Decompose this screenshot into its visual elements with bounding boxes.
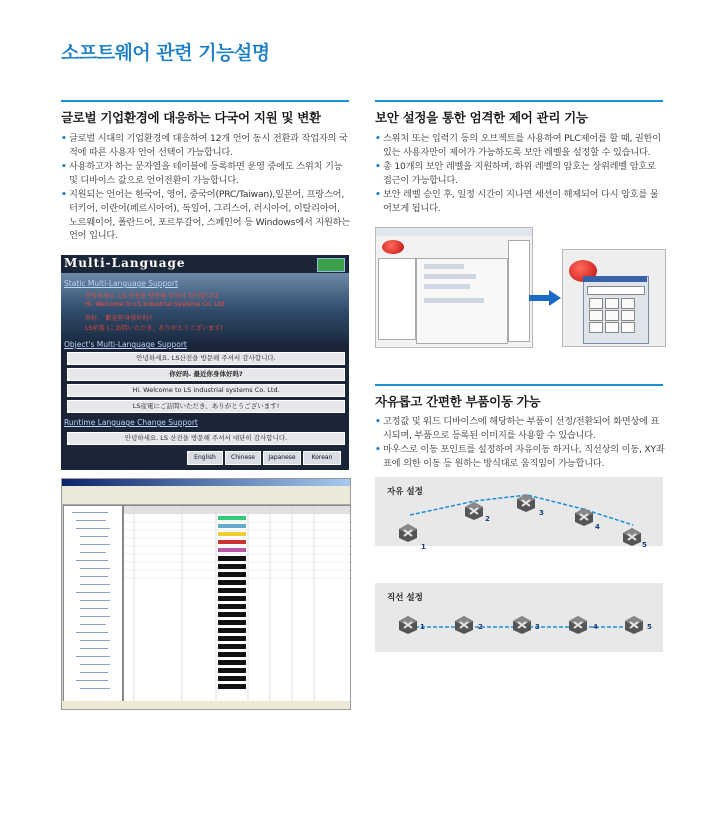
section-divider	[61, 100, 349, 102]
part-box-icon	[397, 615, 419, 635]
bullet-item: • 스위치 또는 입력기 등의 오브젝트를 사용하여 PLC제어를 할 때, 권한이 있는 사용자만이 제어가 가능하도록 보안 레벨을 설정할 수 있습니다.	[375, 132, 667, 159]
part-box-icon	[573, 507, 595, 527]
security-settings-screenshot	[375, 227, 533, 348]
static-support-link: Static Multi-Language Support	[64, 279, 178, 288]
password-keypad-screenshot	[562, 249, 666, 347]
bullet-item: • 보안 레벨 승인 후, 일정 시간이 지나면 세션이 해제되어 다시 암호를 물어보게 됩니다.	[375, 188, 667, 215]
point-number: 4	[593, 623, 598, 631]
part-box-icon	[511, 615, 533, 635]
multilang-screenshot	[61, 255, 349, 470]
point-number: 1	[421, 543, 426, 551]
bullet-item: • 지원되는 언어는 한국어, 영어, 중국어(PRC/Taiwan),일본어, 프랑스어, 터키어, 이란어(페르시아어), 독일어, 그리스어, 러시아어, 이탈리아어, 노르웨이어, 폴란드어, 포르투갈어, 스페인어 등 Windows에서 지원하는 언어 입니다.	[61, 188, 351, 242]
runtime-text-box: 안녕하세요. LS 산전을 방문해 주셔서 대단히 감사합니다.	[67, 432, 345, 445]
korean-button[interactable]: Korean	[303, 451, 341, 465]
security-bullets	[375, 132, 667, 217]
grid-lines	[124, 506, 350, 702]
multilang-bullets	[61, 132, 351, 244]
red-text-line: Hi. Welcome to LS Industrial Systems Co. Ltd	[85, 301, 225, 308]
project-tree	[63, 505, 123, 703]
point-number: 2	[478, 623, 483, 631]
red-text-line: 안녕하세요. LS 산전을 방문해 주셔서 감사합니다.	[85, 293, 220, 300]
language-text-box: 안녕하세요. LS산전을 방문해 주셔서 감사합니다.	[67, 352, 345, 365]
movement-bullets	[375, 415, 667, 471]
chinese-button[interactable]: Chinese	[225, 451, 261, 465]
flag-icon	[317, 258, 345, 272]
builder-screenshot	[61, 478, 351, 710]
bullet-item: • 마우스로 이동 포인트를 설정하여 자유이동 하거나, 직선상의 이동, XY좌표에 의한 이동 등 원하는 방식대로 움직임이 가능합니다.	[375, 443, 667, 470]
window-titlebar	[62, 479, 350, 486]
movement-heading: 자유롭고 간편한 부품이동 가능	[375, 394, 541, 409]
object-support-link: Object's Multi-Language Support	[64, 340, 187, 349]
status-bar	[62, 701, 350, 709]
point-number: 2	[485, 515, 490, 523]
language-text-box: Hi. Welcome to LS industrial systems Co. Ltd.	[67, 384, 345, 397]
multilang-title: Multi-Language	[64, 256, 186, 270]
english-button[interactable]: English	[187, 451, 223, 465]
free-movement-panel	[375, 477, 663, 551]
red-button-icon	[382, 240, 404, 254]
point-number: 3	[535, 623, 540, 631]
bullet-item: • 총 10개의 보안 레벨을 지원하며, 하위 레벨의 암호는 상위레벨 암호로 접근이 가능합니다.	[375, 160, 667, 187]
language-text-box: 你好吗. 最近你身体好吗?	[67, 368, 345, 381]
runtime-support-link: Runtime Language Change Support	[64, 418, 198, 427]
arrow-right-icon	[529, 290, 561, 306]
part-box-icon	[621, 527, 643, 547]
section-divider	[375, 100, 663, 102]
security-heading: 보안 설정을 통한 엄격한 제어 관리 기능	[375, 110, 588, 125]
part-box-icon	[567, 615, 589, 635]
part-box-icon	[397, 523, 419, 543]
part-box-icon	[515, 493, 537, 513]
part-box-icon	[463, 501, 485, 521]
point-number: 5	[642, 541, 647, 549]
point-number: 5	[647, 623, 652, 631]
point-number: 4	[595, 523, 600, 531]
red-text-line: LS産電 (こ訪問いただき、ありがとうございます)	[85, 325, 223, 332]
language-text-box: LS産電にご訪問いただき、ありがとうございます!	[67, 400, 345, 413]
bullet-item: • 고정값 및 워드 디바이스에 해당하는 부품이 선정/전환되어 화면상에 표시되며, 부품으로 등록된 이미지를 사용할 수 있습니다.	[375, 415, 667, 442]
red-text-line: 你好。 歡迎你身体好吗?	[85, 315, 153, 322]
section-divider	[375, 384, 663, 386]
bullet-item: • 글로벌 시대의 기업환경에 대응하여 12개 언어 동시 전환과 작업자의 국적에 따른 사용자 언어 선택이 가능합니다.	[61, 132, 351, 159]
linear-setting-label: 직선 설정	[387, 593, 423, 603]
multilang-heading: 글로벌 기업환경에 대응하는 다국어 지원 및 변환	[61, 110, 321, 125]
japanese-button[interactable]: Japanese	[263, 451, 301, 465]
linear-movement-panel	[375, 583, 663, 652]
toolbar	[62, 486, 350, 505]
point-number: 3	[539, 509, 544, 517]
free-setting-label: 자유 설정	[387, 487, 423, 497]
bullet-item: • 사용하고자 하는 문자열을 테이블에 등록하면 운영 중에도 스위치 기능 및 디바이스 값으로 언어전환이 가능합니다.	[61, 160, 351, 187]
string-table-grid	[123, 505, 351, 703]
part-box-icon	[623, 615, 645, 635]
page-title: 소프트웨어 관련 기능설명	[61, 42, 270, 64]
part-box-icon	[453, 615, 475, 635]
point-number: 1	[420, 623, 425, 631]
